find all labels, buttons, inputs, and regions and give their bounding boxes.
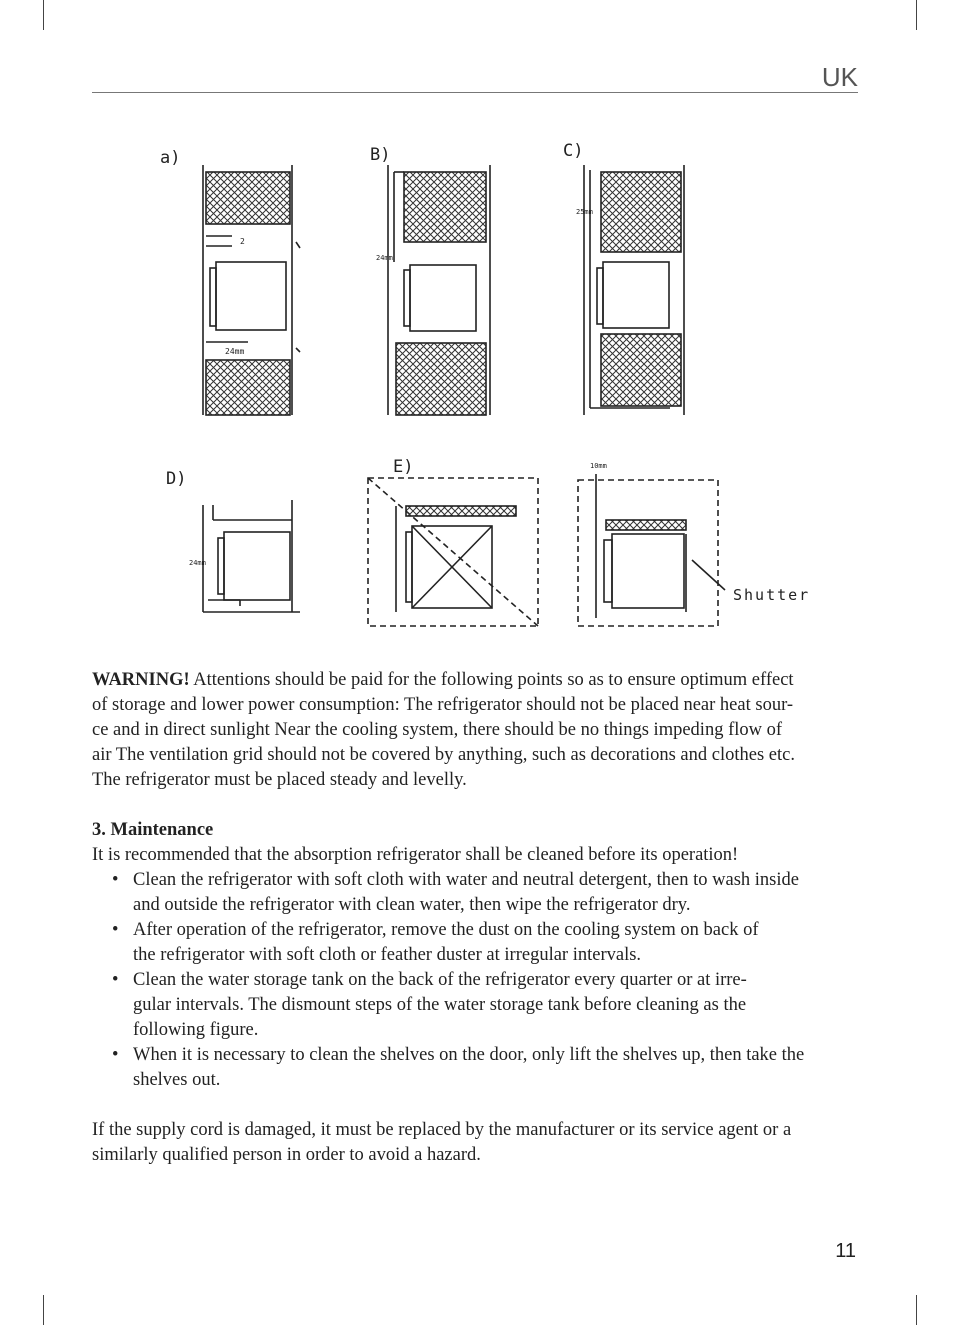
language-label: UK: [821, 62, 858, 92]
list-item: [92, 918, 860, 968]
label-a: a): [160, 148, 181, 168]
label-b: B): [370, 145, 391, 165]
list-item-line: shelves out.: [133, 1070, 221, 1090]
label-d: D): [166, 469, 187, 489]
bullet-symbol: •: [112, 870, 119, 890]
supply-cord-note: [92, 1118, 860, 1168]
list-item-line: the refrigerator with soft cloth or feather duster at irregular intervals.: [133, 945, 642, 965]
installation-diagram: [0, 0, 960, 650]
list-item-line: gular intervals. The dismount steps of the water storage tank before cleaning as the: [133, 995, 747, 1015]
crop-mark: [916, 1295, 917, 1325]
note-line: similarly qualified person in order to avoid a hazard.: [92, 1145, 481, 1165]
crop-mark: [43, 1295, 44, 1325]
list-item-line: Clean the refrigerator with soft cloth with water and neutral detergent, then to wash inside: [133, 870, 799, 890]
text-content: [92, 668, 860, 1168]
diagram-d: [203, 500, 300, 612]
list-item-line: Clean the water storage tank on the back of the refrigerator every quarter or at irre-: [133, 970, 747, 990]
label-e: E): [393, 457, 414, 477]
list-item-line: following figure.: [133, 1020, 259, 1040]
diagram-b: [388, 165, 490, 415]
warning-line: The refrigerator must be placed steady and levelly.: [92, 770, 467, 790]
maintenance-intro: It is recommended that the absorption refrigerator shall be cleaned before its operation!: [92, 845, 739, 865]
list-item-line: When it is necessary to clean the shelves on the door, only lift the shelves up, then take the: [133, 1045, 805, 1065]
list-item: [92, 868, 860, 918]
warning-label: WARNING!: [92, 670, 190, 690]
bullet-symbol: •: [112, 970, 119, 990]
diagram-f: [578, 480, 718, 626]
bullet-symbol: •: [112, 920, 119, 940]
diagram-c: [584, 165, 684, 415]
dim-a-gap: 2: [240, 237, 245, 246]
page-number: 11: [835, 1240, 856, 1262]
warning-line: air The ventilation grid should not be covered by anything, such as decorations and clothes etc.: [92, 745, 795, 765]
dim-b-side: 24mm: [376, 254, 393, 262]
diagram-a: [203, 165, 300, 415]
warning-line: Attentions should be paid for the following points so as to ensure optimum effect: [189, 670, 794, 690]
diagram-e: [368, 478, 538, 626]
warning-paragraph: [92, 668, 860, 793]
label-shutter: Shutter: [733, 586, 811, 604]
warning-line: ce and in direct sunlight Near the cooling system, there should be no things impeding flow of: [92, 720, 783, 740]
maintenance-list: [92, 868, 860, 1093]
section-title: 3. Maintenance: [92, 820, 214, 840]
note-line: If the supply cord is damaged, it must be replaced by the manufacturer or its service agent or a: [92, 1120, 792, 1140]
list-item-line: and outside the refrigerator with clean water, then wipe the refrigerator dry.: [133, 895, 691, 915]
dim-d-side: 24mm: [189, 559, 206, 567]
list-item: [92, 1043, 860, 1093]
label-c: C): [563, 141, 584, 161]
list-item: [92, 968, 860, 1043]
bullet-symbol: •: [112, 1045, 119, 1065]
dim-f-top: 10mm: [590, 462, 607, 470]
warning-line: of storage and lower power consumption: The refrigerator should not be placed near heat sour-: [92, 695, 794, 715]
list-item-line: After operation of the refrigerator, remove the dust on the cooling system on back of: [133, 920, 759, 940]
dim-a-bottom: 24mm: [225, 347, 245, 356]
dim-c-top: 25mm: [576, 208, 593, 216]
